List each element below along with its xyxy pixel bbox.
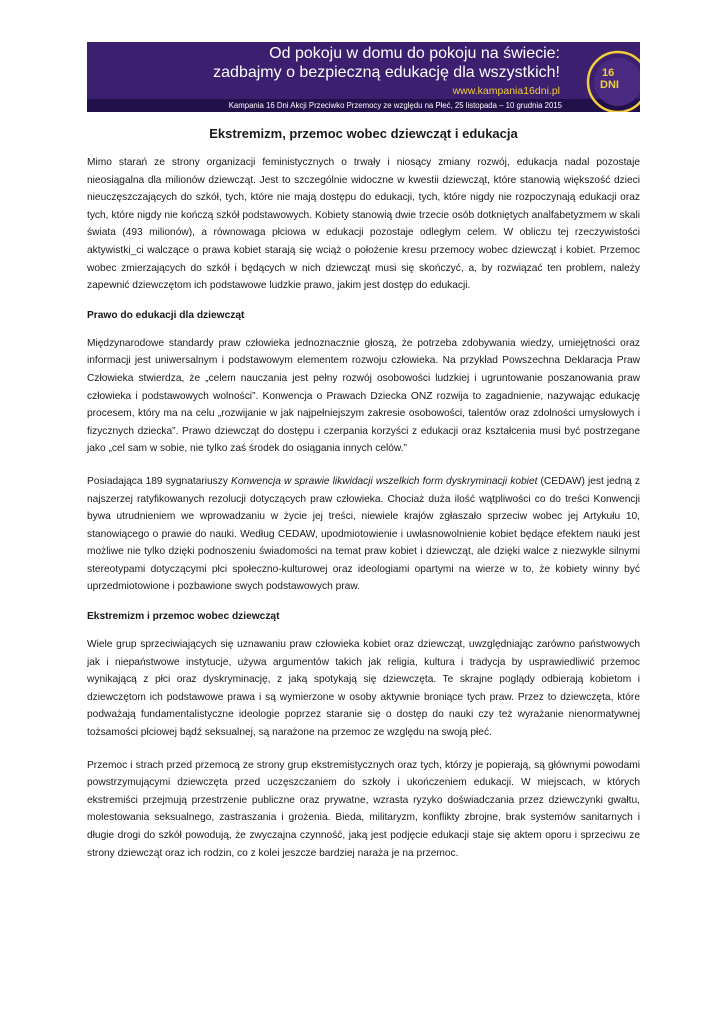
rights-paragraph-2 xyxy=(87,473,640,596)
cedaw-body-text: (CEDAW) jest jedną z najszerzej ratyfikowanych rezolucji dotyczących praw człowieka. Chociaż duża ilość wątpliwości co do treści Konwencji bywa utrudnieniem we wprowadzaniu w życie jej treści, niewiele krajów zgłaszało sprzeciw wobec jej Artykułu 10, stanowiącego o prawie do nauki. Według CEDAW, upodmiotowienie i uwłasnowolnienie kobiet będące efektem nauki jest możliwe nie tylko dzięki podnoszeniu świadomości na temat praw kobiet i dziewcząt, ale dzięki walce z niezwykle silnymi stereotypami dotyczącymi płci społeczno-kulturowej oraz ideologiami opartymi na wierze w to, że kobiety winny być uprzedmiotowione i pozbawione swych podstawowych praw. xyxy=(87,475,640,593)
logo-number: 16 xyxy=(602,67,615,79)
campaign-banner xyxy=(87,42,640,112)
cedaw-intro-text: Posiadająca 189 sygnatariuszy xyxy=(87,475,232,487)
logo-word: DNI xyxy=(600,79,619,91)
section-heading-rights: Prawo do edukacji dla dziewcząt xyxy=(87,309,245,321)
rights-paragraph-1: Międzynarodowe standardy praw człowieka jednoznacznie głoszą, że potrzeba zdobywania wiedzy, umiejętności oraz informacji jest uniwersalnym i podstawowym elementem rozwoju człowieka. Na przykład Powszechna Deklaracja Praw Człowieka stwierdza, że „celem nauczania jest pełny rozwój osobowości ludzkiej i ugruntowanie poszanowania praw człowieka i podstawowych wolności”. Konwencja o Prawach Dziecka ONZ rozwija to zagadnienie, nazywając edukację procesem, który ma na celu „rozwijanie w jak najpełniejszym zakresie osobowości, talentów oraz zdolności umysłowych i fizycznych dziecka”. Prawo dziewcząt do dostępu i czerpania korzyści z edukacji oraz kształcenia musi być postrzegane jako „cel sam w sobie, nie tylko zaś środek do osiągania innych celów.” xyxy=(87,337,640,455)
section-heading-extremism: Ekstremizm i przemoc wobec dziewcząt xyxy=(87,611,280,623)
campaign-logo xyxy=(572,42,640,112)
extremism-paragraph-1: Wiele grup sprzeciwiających się uznawaniu praw człowieka kobiet oraz dziewcząt, uwzględniając zarówno państwowych jak i niepaństwowe instytucje, używa argumentów takich jak religia, kultura i tradycja by usprawiedliwić przemoc wynikającą z płci oraz dyskryminację, z jaką spotykają się dziewczęta. Te skrajne poglądy odbierają kobietom i dziewczętom ich podstawowe prawa i są wymierzone w osoby aktywnie broniące tych praw. Przez to dziewczęta, które podważają fundamentalistyczne ideologie poprzez staranie się o dostęp do nauki czy też wyrażanie nienormatywnej tożsamości płciowej bądź seksualnej, są narażone na przemoc ze względu na swoją płeć. xyxy=(87,639,640,739)
document-title: Ekstremizm, przemoc wobec dziewcząt i edukacja xyxy=(209,126,518,141)
cedaw-convention-title: Konwencja w sprawie likwidacji wszelkich form dyskryminacji kobiet xyxy=(231,475,538,487)
banner-url: www.kampania16dni.pl xyxy=(452,85,560,97)
banner-footer: Kampania 16 Dni Akcji Przeciwko Przemocy ze względu na Płeć, 25 listopada – 10 grudnia 2015 xyxy=(87,99,640,112)
document-body xyxy=(87,126,640,877)
intro-paragraph: Mimo starań ze strony organizacji feministycznych o trwały i niosący zmiany rozwój, edukacja nadal pozostaje nieosiągalna dla milionów dziewcząt. Jest to szczególnie widoczne w kwestii dziewcząt, które stanowią większość dzieci nieuczęszczających do szkół, tych, które nie mają dostępu do edukacji, tych, które nigdy nie rozpoczynają edukacji oraz tych, które nigdy nie kończą szkół podstawowych. Kobiety stanowią dwie trzecie osób dotkniętych analfabetyzmem w skali świata (493 milionów), a równowaga płciowa w edukacji pozostaje odległym celem. W obliczu tej rzeczywistości aktywistki_ci walczące o prawa kobiet starają się wciąż o położenie kresu przemocy wobec dziewcząt i kobiet. Przemoc wobec zmierzających do szkół i będących w nich dziewcząt musi się skończyć, a, by rozwiązać ten problem, należy zapewnić dziewczętom ich podstawowe ludzkie prawo, jakim jest dostęp do edukacji. xyxy=(87,157,640,292)
extremism-paragraph-2: Przemoc i strach przed przemocą ze strony grup ekstremistycznych oraz tych, którzy je popierają, są głównymi powodami powstrzymującymi dziewczęta przed uczęszczaniem do szkoły i ukończeniem edukacji. W miejscach, w których ekstremiści przejmują przestrzenie publiczne oraz prywatne, wzrasta ryzyko doświadczania przez dziewczynki gwałtu, molestowania seksualnego, zastraszania i grożenia. Bieda, militaryzm, konflikty zbrojne, brak systemów sanitarnych i długie drogi do szkół powodują, że zwyczajna czynność, jaką jest podjęcie edukacji staje się aktem oporu i sprzeciwu ze strony dziewcząt oraz ich rodzin, co z kolei jeszcze bardziej naraża je na przemoc. xyxy=(87,759,640,859)
banner-headline-line2: zadbajmy o bezpieczną edukację dla wszystkich! xyxy=(213,64,560,81)
banner-headline-line1: Od pokoju w domu do pokoju na świecie: xyxy=(269,45,560,62)
